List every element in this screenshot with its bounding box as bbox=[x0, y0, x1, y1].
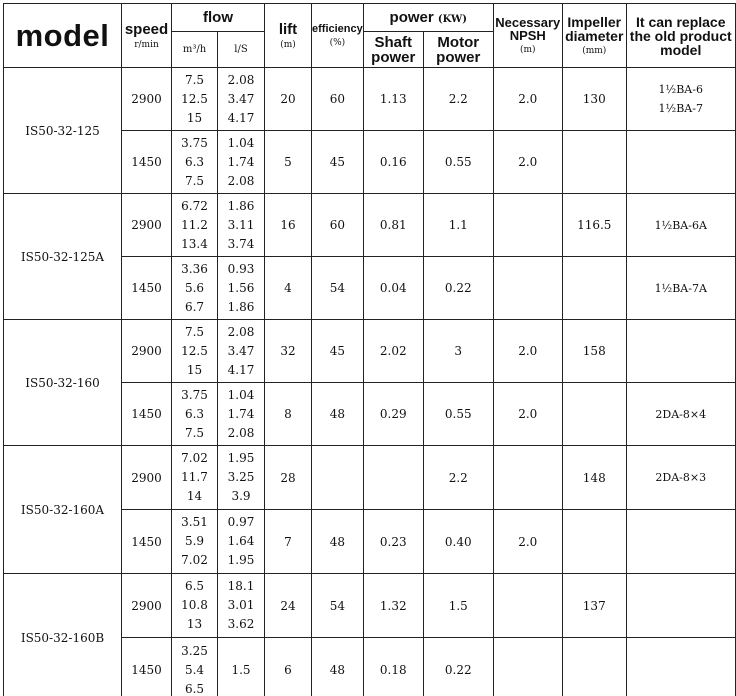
flow-m3h-cell bbox=[172, 638, 218, 696]
flow-m3h-cell-line: 11.2 bbox=[181, 217, 208, 232]
header-npsh-label: Necessary NPSH bbox=[495, 15, 561, 43]
efficiency-cell: 48 bbox=[312, 510, 364, 574]
table-row bbox=[4, 446, 736, 510]
replace-cell bbox=[626, 510, 735, 574]
flow-m3h-cell-line: 7.5 bbox=[184, 72, 205, 87]
flow-ls-cell bbox=[218, 638, 265, 696]
header-lift-unit: (m) bbox=[280, 39, 296, 50]
flow-ls-cell-line: 3.25 bbox=[227, 470, 255, 484]
flow-m3h-cell-line: 6.3 bbox=[184, 154, 205, 169]
flow-m3h-cell-line: 13 bbox=[186, 617, 203, 631]
flow-m3h-cell-line: 5.6 bbox=[184, 280, 205, 295]
efficiency-cell: 45 bbox=[312, 131, 364, 194]
replace-cell-line: 2DA-8×4 bbox=[655, 407, 707, 421]
table-row bbox=[4, 68, 736, 131]
lift-cell: 4 bbox=[265, 257, 312, 320]
header-flow: flow bbox=[172, 4, 265, 32]
flow-ls-cell-line: 0.97 bbox=[227, 515, 255, 529]
shaft-power-cell: 1.32 bbox=[363, 574, 423, 638]
header-speed bbox=[122, 4, 172, 68]
flow-m3h-cell-line: 10.8 bbox=[181, 598, 208, 612]
flow-m3h-cell-line: 11.7 bbox=[181, 470, 208, 484]
replace-cell-line: 1½BA-7A bbox=[654, 281, 707, 295]
flow-m3h-cell-line: 3.51 bbox=[181, 515, 208, 529]
flow-m3h-cell-line: 7.5 bbox=[184, 173, 205, 188]
shaft-power-cell: 0.18 bbox=[363, 638, 423, 696]
header-lift bbox=[265, 4, 312, 68]
replace-cell bbox=[626, 68, 735, 131]
shaft-power-cell bbox=[363, 446, 423, 510]
motor-power-cell: 0.55 bbox=[423, 383, 493, 446]
flow-ls-cell bbox=[218, 510, 265, 574]
replace-cell bbox=[626, 257, 735, 320]
impeller-cell bbox=[562, 131, 626, 194]
header-speed-label: speed bbox=[124, 20, 169, 38]
model-name-cell: IS50-32-160B bbox=[4, 574, 122, 696]
motor-power-cell: 2.2 bbox=[423, 68, 493, 131]
replace-cell bbox=[626, 131, 735, 194]
header-motor-power: Motor power bbox=[423, 32, 493, 68]
header-impeller-label: Impeller diameter bbox=[565, 14, 624, 44]
impeller-cell bbox=[562, 383, 626, 446]
flow-ls-cell bbox=[218, 320, 265, 383]
shaft-power-cell: 2.02 bbox=[363, 320, 423, 383]
npsh-cell: 2.0 bbox=[493, 320, 562, 383]
shaft-power-cell: 0.29 bbox=[363, 383, 423, 446]
flow-m3h-cell-line: 6.5 bbox=[184, 681, 205, 696]
flow-m3h-cell-line: 6.7 bbox=[184, 299, 205, 314]
flow-ls-cell-line: 3.9 bbox=[231, 489, 251, 503]
flow-ls-cell bbox=[218, 446, 265, 510]
flow-ls-cell-line: 0.93 bbox=[227, 261, 255, 276]
impeller-cell: 137 bbox=[562, 574, 626, 638]
flow-ls-cell-line: 1.5 bbox=[231, 662, 251, 677]
efficiency-cell: 54 bbox=[312, 257, 364, 320]
impeller-cell bbox=[562, 257, 626, 320]
efficiency-cell: 45 bbox=[312, 320, 364, 383]
flow-ls-cell-line: 2.08 bbox=[227, 173, 255, 188]
header-power-unit: (KW) bbox=[437, 14, 467, 25]
model-name-cell: IS50-32-160A bbox=[4, 446, 122, 574]
impeller-cell bbox=[562, 510, 626, 574]
header-power bbox=[363, 4, 493, 32]
flow-m3h-cell bbox=[172, 510, 218, 574]
flow-m3h-cell-line: 6.72 bbox=[181, 198, 208, 213]
flow-m3h-cell-line: 7.02 bbox=[181, 553, 208, 567]
flow-m3h-cell-line: 3.36 bbox=[181, 261, 208, 276]
shaft-power-cell: 0.81 bbox=[363, 194, 423, 257]
motor-power-cell: 0.22 bbox=[423, 257, 493, 320]
shaft-power-cell: 0.23 bbox=[363, 510, 423, 574]
impeller-cell bbox=[562, 638, 626, 696]
motor-power-cell: 1.1 bbox=[423, 194, 493, 257]
replace-cell-line: 2DA-8×3 bbox=[655, 471, 707, 484]
flow-m3h-cell-line: 14 bbox=[186, 489, 203, 503]
header-npsh-unit: (m) bbox=[519, 45, 536, 55]
flow-ls-cell-line: 2.08 bbox=[227, 425, 255, 440]
lift-cell: 28 bbox=[265, 446, 312, 510]
speed-cell: 2900 bbox=[122, 194, 172, 257]
efficiency-cell: 54 bbox=[312, 574, 364, 638]
flow-m3h-cell-line: 3.75 bbox=[181, 135, 208, 150]
table-row bbox=[4, 574, 736, 638]
flow-m3h-cell-line: 7.02 bbox=[181, 451, 208, 465]
lift-cell: 8 bbox=[265, 383, 312, 446]
efficiency-cell bbox=[312, 446, 364, 510]
flow-ls-cell-line: 18.1 bbox=[227, 579, 255, 593]
flow-ls-cell-line: 1.04 bbox=[227, 387, 255, 402]
motor-power-cell: 3 bbox=[423, 320, 493, 383]
impeller-cell: 130 bbox=[562, 68, 626, 131]
flow-ls-cell-line: 3.11 bbox=[227, 217, 255, 232]
flow-m3h-cell bbox=[172, 257, 218, 320]
flow-ls-cell-line: 1.74 bbox=[227, 406, 255, 421]
header-row-1 bbox=[4, 4, 736, 32]
speed-cell: 1450 bbox=[122, 257, 172, 320]
npsh-cell bbox=[493, 194, 562, 257]
motor-power-cell: 0.55 bbox=[423, 131, 493, 194]
motor-power-cell: 1.5 bbox=[423, 574, 493, 638]
flow-ls-cell-line: 1.95 bbox=[227, 451, 255, 465]
flow-ls-cell-line: 1.04 bbox=[227, 135, 255, 150]
flow-ls-cell-line: 3.47 bbox=[227, 343, 255, 358]
model-name-cell: IS50-32-125 bbox=[4, 68, 122, 194]
flow-m3h-cell-line: 3.25 bbox=[181, 643, 208, 658]
npsh-cell: 2.0 bbox=[493, 383, 562, 446]
speed-cell: 1450 bbox=[122, 383, 172, 446]
flow-ls-cell-line: 1.74 bbox=[227, 154, 255, 169]
header-npsh bbox=[493, 4, 562, 68]
impeller-cell: 116.5 bbox=[562, 194, 626, 257]
speed-cell: 1450 bbox=[122, 638, 172, 696]
flow-m3h-cell-line: 5.4 bbox=[184, 662, 205, 677]
npsh-cell bbox=[493, 446, 562, 510]
lift-cell: 5 bbox=[265, 131, 312, 194]
shaft-power-cell: 1.13 bbox=[363, 68, 423, 131]
flow-ls-cell-line: 3.47 bbox=[227, 91, 255, 106]
flow-m3h-cell-line: 5.9 bbox=[184, 534, 205, 548]
flow-m3h-cell-line: 6.5 bbox=[184, 579, 205, 593]
flow-m3h-cell-line: 15 bbox=[186, 110, 203, 125]
header-lift-label: lift bbox=[278, 20, 298, 38]
flow-ls-cell-line: 3.01 bbox=[227, 598, 255, 612]
npsh-cell: 2.0 bbox=[493, 510, 562, 574]
flow-ls-cell-line: 1.86 bbox=[227, 299, 255, 314]
flow-ls-cell bbox=[218, 68, 265, 131]
flow-m3h-cell bbox=[172, 320, 218, 383]
npsh-cell bbox=[493, 574, 562, 638]
efficiency-cell: 48 bbox=[312, 383, 364, 446]
flow-m3h-cell bbox=[172, 574, 218, 638]
flow-m3h-cell bbox=[172, 131, 218, 194]
model-name-cell: IS50-32-125A bbox=[4, 194, 122, 320]
lift-cell: 7 bbox=[265, 510, 312, 574]
flow-m3h-cell bbox=[172, 446, 218, 510]
lift-cell: 20 bbox=[265, 68, 312, 131]
flow-m3h-cell-line: 7.5 bbox=[184, 425, 205, 440]
replace-cell bbox=[626, 320, 735, 383]
flow-m3h-cell-line: 6.3 bbox=[184, 406, 205, 421]
flow-ls-cell-line: 4.17 bbox=[227, 362, 255, 377]
npsh-cell: 2.0 bbox=[493, 131, 562, 194]
speed-cell: 2900 bbox=[122, 68, 172, 131]
npsh-cell bbox=[493, 638, 562, 696]
flow-ls-cell bbox=[218, 574, 265, 638]
replace-cell bbox=[626, 446, 735, 510]
flow-ls-cell bbox=[218, 383, 265, 446]
table-row bbox=[4, 194, 736, 257]
header-efficiency-label: efficiency bbox=[312, 22, 363, 35]
header-flow-ls: l/S bbox=[218, 32, 265, 68]
flow-m3h-cell-line: 7.5 bbox=[184, 324, 205, 339]
efficiency-cell: 60 bbox=[312, 194, 364, 257]
speed-cell: 2900 bbox=[122, 320, 172, 383]
speed-cell: 1450 bbox=[122, 131, 172, 194]
shaft-power-cell: 0.16 bbox=[363, 131, 423, 194]
flow-ls-cell-line: 1.56 bbox=[227, 280, 255, 295]
header-model: model bbox=[4, 4, 122, 68]
flow-ls-cell bbox=[218, 131, 265, 194]
efficiency-cell: 48 bbox=[312, 638, 364, 696]
speed-cell: 2900 bbox=[122, 446, 172, 510]
replace-cell-line: 1½BA-6 bbox=[658, 83, 703, 96]
shaft-power-cell: 0.04 bbox=[363, 257, 423, 320]
replace-cell-line: 1½BA-7 bbox=[658, 102, 703, 115]
header-power-label: power bbox=[389, 9, 434, 26]
motor-power-cell: 0.22 bbox=[423, 638, 493, 696]
flow-ls-cell-line: 1.86 bbox=[227, 198, 255, 213]
replace-cell-line: 1½BA-6A bbox=[654, 218, 707, 232]
pump-spec-table bbox=[3, 3, 736, 696]
flow-ls-cell-line: 4.17 bbox=[227, 110, 255, 125]
speed-cell: 2900 bbox=[122, 574, 172, 638]
motor-power-cell: 0.40 bbox=[423, 510, 493, 574]
replace-cell bbox=[626, 383, 735, 446]
header-impeller bbox=[562, 4, 626, 68]
flow-ls-cell-line: 2.08 bbox=[227, 324, 255, 339]
table-body bbox=[4, 4, 736, 696]
flow-ls-cell-line: 3.74 bbox=[227, 236, 255, 251]
flow-m3h-cell-line: 3.75 bbox=[181, 387, 208, 402]
table-row bbox=[4, 320, 736, 383]
flow-ls-cell-line: 1.95 bbox=[227, 553, 255, 567]
header-efficiency-unit: (%) bbox=[329, 37, 346, 48]
impeller-cell: 148 bbox=[562, 446, 626, 510]
flow-ls-cell-line: 3.62 bbox=[227, 617, 255, 631]
flow-m3h-cell-line: 13.4 bbox=[181, 236, 208, 251]
lift-cell: 32 bbox=[265, 320, 312, 383]
motor-power-cell: 2.2 bbox=[423, 446, 493, 510]
lift-cell: 24 bbox=[265, 574, 312, 638]
header-replace: It can replace the old product model bbox=[626, 4, 735, 68]
flow-m3h-cell-line: 12.5 bbox=[181, 91, 208, 106]
flow-m3h-cell-line: 15 bbox=[186, 362, 203, 377]
lift-cell: 6 bbox=[265, 638, 312, 696]
header-shaft-power: Shaft power bbox=[363, 32, 423, 68]
flow-m3h-cell-line: 12.5 bbox=[181, 343, 208, 358]
header-efficiency bbox=[312, 4, 364, 68]
replace-cell bbox=[626, 638, 735, 696]
flow-m3h-cell bbox=[172, 194, 218, 257]
model-name-cell: IS50-32-160 bbox=[4, 320, 122, 446]
replace-cell bbox=[626, 194, 735, 257]
replace-cell bbox=[626, 574, 735, 638]
lift-cell: 16 bbox=[265, 194, 312, 257]
flow-ls-cell bbox=[218, 194, 265, 257]
header-speed-unit: r/min bbox=[134, 39, 159, 50]
flow-m3h-cell bbox=[172, 68, 218, 131]
flow-ls-cell-line: 1.64 bbox=[227, 534, 255, 548]
flow-ls-cell bbox=[218, 257, 265, 320]
flow-m3h-cell bbox=[172, 383, 218, 446]
header-impeller-unit: (mm) bbox=[582, 46, 607, 56]
speed-cell: 1450 bbox=[122, 510, 172, 574]
impeller-cell: 158 bbox=[562, 320, 626, 383]
efficiency-cell: 60 bbox=[312, 68, 364, 131]
npsh-cell bbox=[493, 257, 562, 320]
flow-ls-cell-line: 2.08 bbox=[227, 72, 255, 87]
header-flow-m3h: m³/h bbox=[172, 32, 218, 68]
npsh-cell: 2.0 bbox=[493, 68, 562, 131]
